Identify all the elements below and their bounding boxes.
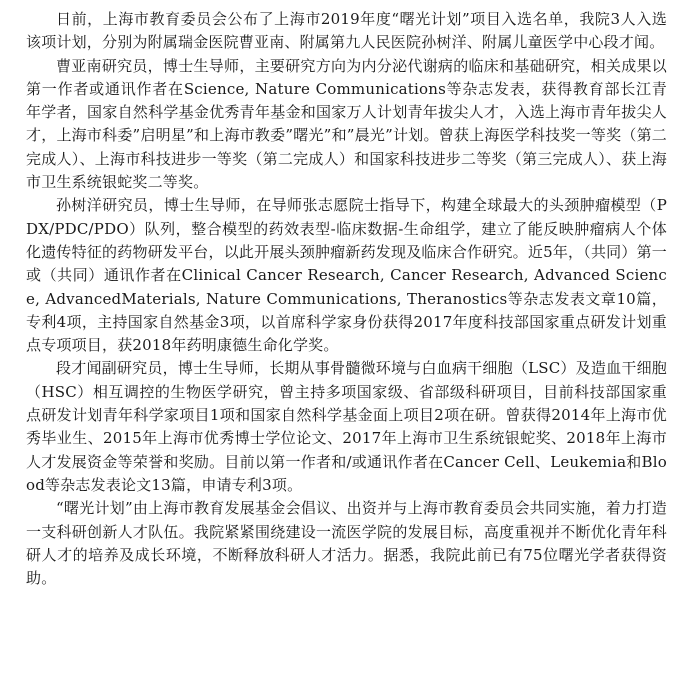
paragraph-cao-yanan: 曹亚南研究员，博士生导师，主要研究方向为内分泌代谢病的临床和基础研究，相关成果以第一作者或通讯作者在Science, Nature Communications等杂志发表，获得教育部长江青年学者，国家自然科学基金优秀青年基金和国家万人计划青年拔尖人才，入选上海市青年拔尖人才，上海市科委”启明星”和上海市教委”曙光”和”晨光”计划。曾获上海医学科技奖一等奖（第二完成人）、上海市科技进步一等奖（第二完成人）和国家科技进步二等奖（第三完成人）、获上海市卫生系统银蛇奖二等奖。 xyxy=(26,56,667,192)
paragraph-intro: 日前，上海市教育委员会公布了上海市2019年度“曙光计划”项目入选名单，我院3人入选该项计划，分别为附属瑞金医院曹亚南、附属第九人民医院孙树洋、附属儿童医学中心段才闻。 xyxy=(26,10,667,52)
paragraph-sun-shuyang: 孙树洋研究员，博士生导师，在导师张志愿院士指导下，构建全球最大的头颈肿瘤模型（PDX/PDC/PDO）队列，整合模型的药效表型-临床数据-生命组学，建立了能反映肿瘤病人个体化遗传特征的药物研发平台，以此开展头颈肿瘤新药发现及临床合作研究。近5年，（共同）第一或（共同）通讯作者在Clinical Cancer Research, Cancer Research, Advanced Science, AdvancedMaterials, Nature Communications, Theranostics等杂志发表文章10篇，专利4项，主持国家自然基金3项，以首席科学家身份获得2017年度科技部国家重点研发计划重点专项项目，获2018年药明康德生命化学奖。 xyxy=(26,196,667,355)
paragraph-duan-caiwen: 段才闻副研究员，博士生导师，长期从事骨髓微环境与白血病干细胞（LSC）及造血干细胞（HSC）相互调控的生物医学研究，曾主持多项国家级、省部级科研项目，目前科技部国家重点研发计划青年科学家项目1项和国家自然科学基金面上项目2项在研。曾获得2014年上海市优秀毕业生、2015年上海市优秀博士学位论文、2017年上海市卫生系统银蛇奖、2018年上海市人才发展资金等荣誉和奖励。目前以第一作者和/或通讯作者在Cancer Cell、Leukemia和Blood等杂志发表论文13篇，申请专利3项。 xyxy=(26,359,667,494)
paragraph-program-summary: “曙光计划”由上海市教育发展基金会倡议、出资并与上海市教育委员会共同实施，着力打造一支科研创新人才队伍。我院紧紧围绕建设一流医学院的发展目标，高度重视并不断优化青年科研人才的培养及成长环境，不断释放科研人才活力。据悉，我院此前已有75位曙光学者获得资助。 xyxy=(26,499,667,588)
